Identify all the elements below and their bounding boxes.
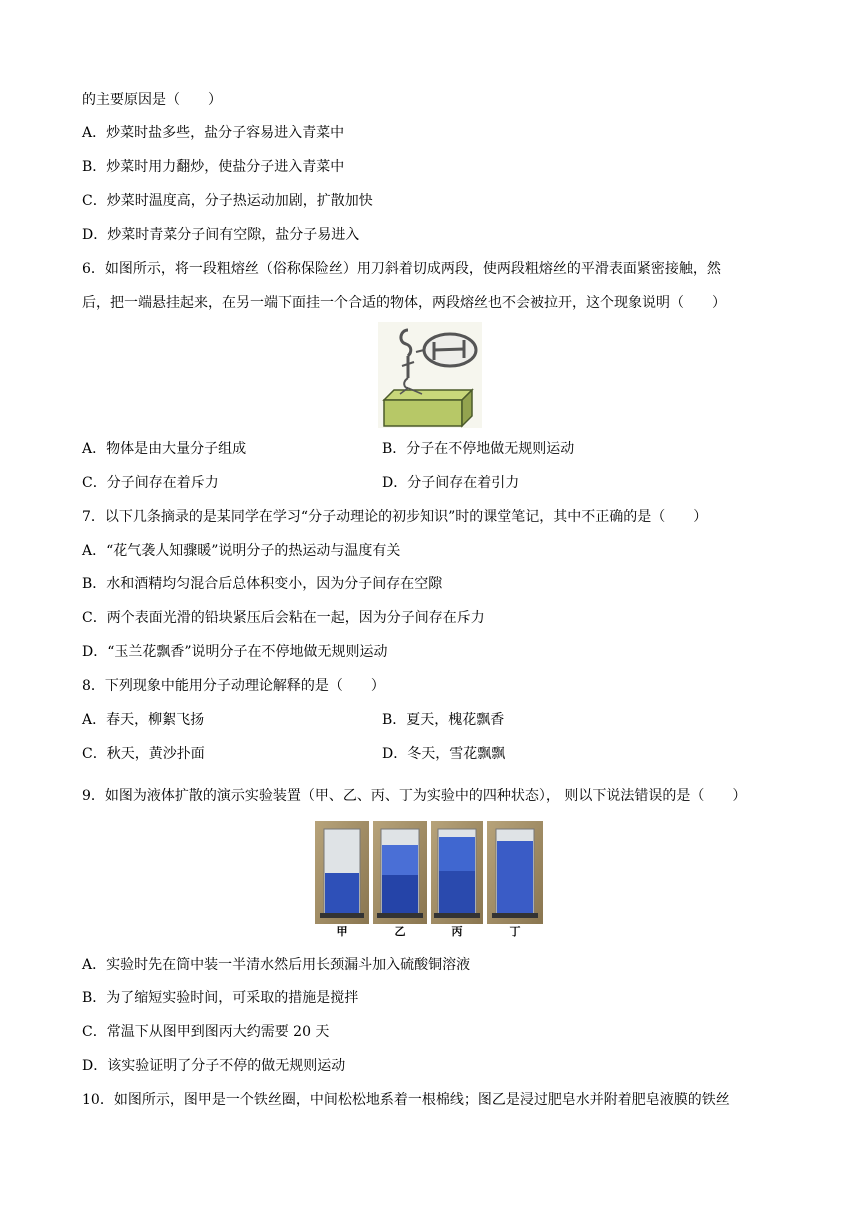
q9-stem: 9．如图为液体扩散的演示实验装置（甲、乙、丙、丁为实验中的四种状态）， 则以下说法错误的是（ ） <box>82 788 747 804</box>
q8-option-d: D．冬天，雪花飘飘 <box>382 746 506 762</box>
q5-option-c: C．炒菜时温度高，分子热运动加剧，扩散加快 <box>82 193 373 209</box>
q9-option-b: B．为了缩短实验时间，可采取的措施是搅拌 <box>82 990 359 1006</box>
q6-option-c: C．分子间存在着斥力 <box>82 475 219 491</box>
q5-option-d: D．炒菜时青菜分子间有空隙，盐分子易进入 <box>82 227 360 243</box>
q6-stem-line2: 后，把一端悬挂起来，在另一端下面挂一个合适的物体，两段熔丝也不会被拉开，这个现象说明（ ） <box>82 295 726 311</box>
q7-option-b: B．水和酒精均匀混合后总体积变小，因为分子间存在空隙 <box>82 576 443 592</box>
q9-option-c: C．常温下从图甲到图丙大约需要 20 天 <box>82 1024 330 1040</box>
q8-option-c: C．秋天，黄沙扑面 <box>82 746 205 762</box>
q6-option-b: B．分子在不停地做无规则运动 <box>382 441 575 457</box>
q8-option-b: B．夏天，槐花飘香 <box>382 712 505 728</box>
fig-label-yi: 乙 <box>394 925 406 937</box>
q5-option-a: A．炒菜时盐多些，盐分子容易进入青菜中 <box>82 125 345 141</box>
q7-stem: 7．以下几条摘录的是某同学在学习“分子动理论的初步知识”时的课堂笔记，其中不正确的是（ ） <box>82 509 708 525</box>
q7-option-c: C．两个表面光滑的铅块紧压后会粘在一起，因为分子间存在斥力 <box>82 610 485 626</box>
q8-option-a: A．春天，柳絮飞扬 <box>82 712 205 728</box>
q7-option-d: D．“玉兰花飘香”说明分子在不停地做无规则运动 <box>82 644 388 660</box>
fig-label-jia: 甲 <box>336 925 348 937</box>
q5-stem-tail: 的主要原因是（ ） <box>82 92 222 108</box>
q10-stem-line1: 10．如图所示，图甲是一个铁丝圈，中间松松地系着一根棉线；图乙是浸过肥皂水并附着肥皂液膜的铁丝 <box>82 1092 730 1108</box>
q5-option-b: B．炒菜时用力翻炒，使盐分子进入青菜中 <box>82 159 345 175</box>
q9-option-a: A．实验时先在筒中装一半清水然后用长颈漏斗加入硫酸铜溶液 <box>82 957 471 973</box>
fuse-wire-figure <box>378 322 482 428</box>
diffusion-cylinders-figure <box>315 821 543 937</box>
fig-label-ding: 丁 <box>509 925 521 937</box>
q7-option-a: A．“花气袭人知骤暖”说明分子的热运动与温度有关 <box>82 543 401 559</box>
q6-option-a: A．物体是由大量分子组成 <box>82 441 247 457</box>
q6-option-d: D．分子间存在着引力 <box>382 475 520 491</box>
fig-label-bing: 丙 <box>451 925 463 937</box>
q6-stem-line1: 6．如图所示，将一段粗熔丝（俗称保险丝）用刀斜着切成两段，使两段粗熔丝的平滑表面紧密接触，然 <box>82 261 721 277</box>
q9-option-d: D．该实验证明了分子不停的做无规则运动 <box>82 1058 346 1074</box>
q8-stem: 8．下列现象中能用分子动理论解释的是（ ） <box>82 678 385 694</box>
